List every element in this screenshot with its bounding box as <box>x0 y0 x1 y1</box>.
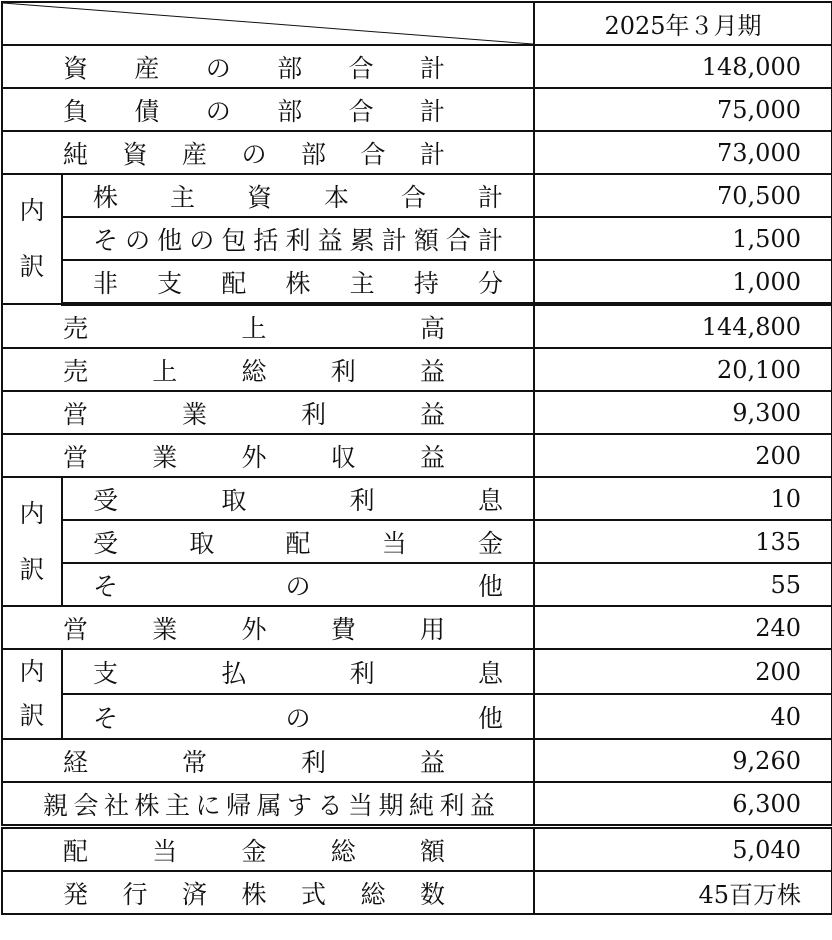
table-row <box>2 45 832 88</box>
row-value: 240 <box>534 606 832 649</box>
table-row <box>2 739 832 782</box>
breakdown-label <box>2 649 62 739</box>
row-label-cell <box>62 477 534 520</box>
row-value: 9,300 <box>534 391 832 434</box>
row-label-cell <box>62 174 534 217</box>
breakdown-text: 内訳 <box>19 498 45 584</box>
table-row <box>2 434 832 477</box>
row-label-cell <box>2 739 534 782</box>
row-value: 5,040 <box>534 827 832 872</box>
row-value: 1,500 <box>534 217 832 260</box>
row-label-cell <box>62 563 534 606</box>
row-value: 135 <box>534 520 832 563</box>
table-row <box>2 694 832 739</box>
breakdown-text: 内訳 <box>19 657 45 730</box>
row-label: 受取配当金 <box>93 528 503 558</box>
row-label-cell <box>62 520 534 563</box>
row-label: 売上高 <box>63 313 445 343</box>
row-label-cell <box>62 260 534 304</box>
row-label-cell <box>2 606 534 649</box>
table-row <box>2 217 832 260</box>
row-label-cell <box>2 131 534 174</box>
row-label: 親会社株主に帰属する当期純利益 <box>43 790 495 820</box>
row-label-cell <box>62 649 534 694</box>
row-label-cell <box>62 217 534 260</box>
row-label-cell <box>62 694 534 739</box>
table-row <box>2 88 832 131</box>
row-value: 45百万株 <box>534 871 832 914</box>
table-row <box>2 391 832 434</box>
breakdown-label <box>2 174 62 304</box>
row-label-cell <box>2 348 534 391</box>
table-row <box>2 260 832 304</box>
row-value: 6,300 <box>534 782 832 827</box>
row-value: 73,000 <box>534 131 832 174</box>
breakdown-label <box>2 477 62 606</box>
row-label: 経常利益 <box>63 747 445 777</box>
row-label: 配当金総額 <box>63 836 445 866</box>
table-row <box>2 304 832 348</box>
table-row <box>2 131 832 174</box>
row-value: 148,000 <box>534 45 832 88</box>
breakdown-text: 内訳 <box>19 196 45 281</box>
row-value: 75,000 <box>534 88 832 131</box>
diagonal-header-cell <box>2 2 534 45</box>
row-label-cell <box>2 45 534 88</box>
row-value: 200 <box>534 434 832 477</box>
row-label-cell <box>2 88 534 131</box>
row-value: 9,260 <box>534 739 832 782</box>
row-label: 負債の部合計 <box>63 96 445 126</box>
row-value: 40 <box>534 694 832 739</box>
row-value: 70,500 <box>534 174 832 217</box>
row-label: 純資産の部合計 <box>63 139 445 169</box>
header-row <box>2 2 832 45</box>
period-header: 2025年３月期 <box>534 2 832 45</box>
table-row <box>2 477 832 520</box>
row-label-cell <box>2 304 534 348</box>
table-row <box>2 563 832 606</box>
row-label-cell <box>2 827 534 872</box>
row-label: 支払利息 <box>93 658 503 688</box>
row-label: 株主資本合計 <box>93 182 503 212</box>
row-label: その他 <box>93 571 503 601</box>
row-label: 発行済株式総数 <box>63 879 445 909</box>
row-value: 55 <box>534 563 832 606</box>
financial-summary-table <box>1 1 832 915</box>
row-label-cell <box>2 391 534 434</box>
row-value: 200 <box>534 649 832 694</box>
row-label-cell <box>2 871 534 914</box>
table-row <box>2 174 832 217</box>
table-row <box>2 871 832 914</box>
table-row <box>2 782 832 827</box>
table-row <box>2 606 832 649</box>
table-row <box>2 520 832 563</box>
row-label: 資産の部合計 <box>63 53 445 83</box>
row-label: 受取利息 <box>93 485 503 515</box>
diagonal-line-icon <box>3 3 533 44</box>
row-label: 売上総利益 <box>63 356 445 386</box>
row-label: 営業外費用 <box>63 614 445 644</box>
row-label: その他 <box>93 703 503 733</box>
row-label-cell <box>2 434 534 477</box>
row-label-cell <box>2 782 534 827</box>
row-value: 10 <box>534 477 832 520</box>
table-row <box>2 827 832 872</box>
table-row <box>2 649 832 694</box>
row-label: 営業外収益 <box>63 442 445 472</box>
row-value: 20,100 <box>534 348 832 391</box>
row-label: 営業利益 <box>63 399 445 429</box>
row-value: 144,800 <box>534 304 832 348</box>
row-label: 非支配株主持分 <box>93 268 503 298</box>
row-label: その他の包括利益累計額合計 <box>93 225 503 255</box>
row-value: 1,000 <box>534 260 832 304</box>
table-row <box>2 348 832 391</box>
